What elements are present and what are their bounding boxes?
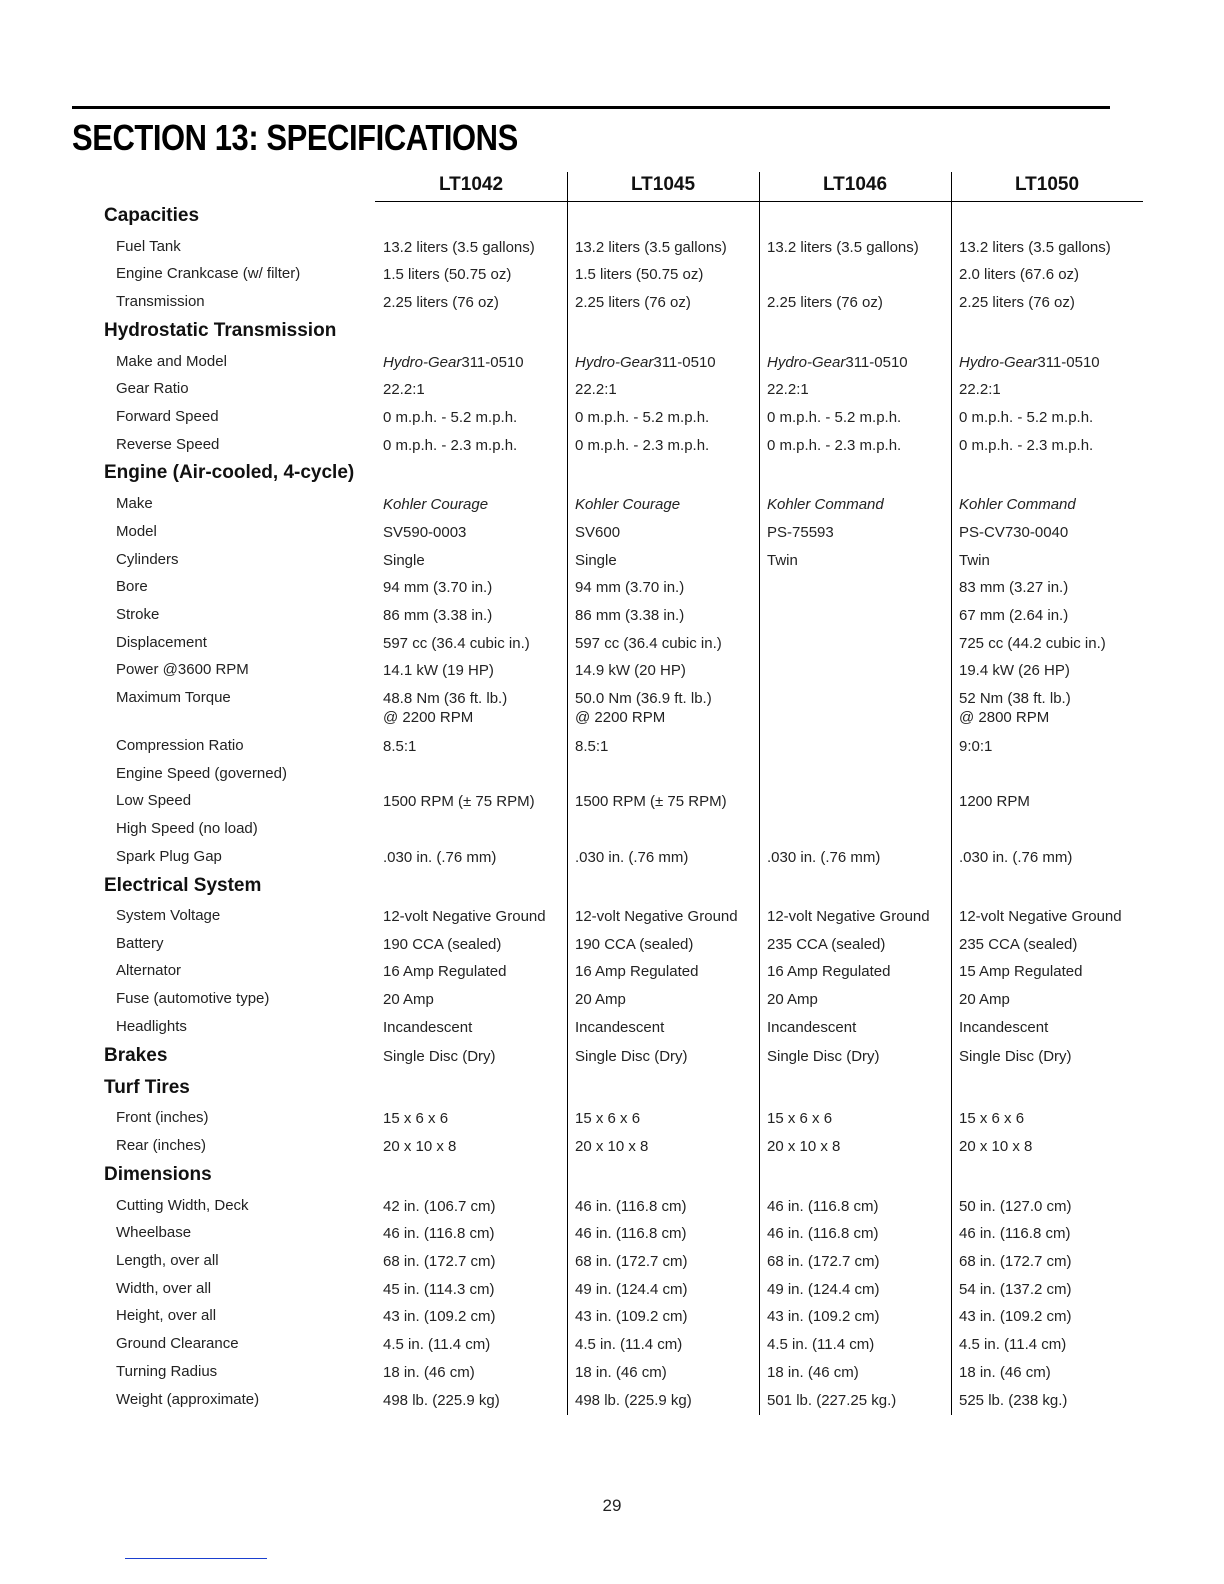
spec-value: 13.2 liters (3.5 gallons)	[575, 239, 727, 256]
spec-value: 45 in. (114.3 cm)	[383, 1281, 495, 1298]
spec-value: 1500 RPM (± 75 RPM)	[575, 793, 727, 810]
spec-value: SV590-0003	[383, 524, 467, 541]
spec-label: System Voltage	[116, 907, 221, 924]
spec-label: Height, over all	[116, 1307, 217, 1324]
spec-value	[575, 353, 716, 372]
spec-value: 20 x 10 x 8	[383, 1138, 457, 1155]
spec-label: Wheelbase	[116, 1224, 192, 1241]
spec-label: Fuel Tank	[116, 238, 181, 255]
spec-label: Transmission	[116, 293, 205, 310]
spec-label: Ground Clearance	[116, 1335, 239, 1352]
spec-label: Rear (inches)	[116, 1137, 207, 1154]
spec-value: 68 in. (172.7 cm)	[383, 1253, 496, 1270]
group-heading: Turf Tires	[104, 1077, 190, 1098]
spec-value: 46 in. (116.8 cm)	[383, 1225, 495, 1242]
column-divider	[951, 172, 952, 1415]
spec-value: 43 in. (109.2 cm)	[767, 1308, 880, 1325]
spec-value: 48.8 Nm (36 ft. lb.)	[383, 690, 508, 707]
spec-label: Gear Ratio	[116, 380, 189, 397]
spec-value: 46 in. (116.8 cm)	[767, 1198, 879, 1215]
group-heading: Dimensions	[104, 1164, 212, 1185]
spec-value: 68 in. (172.7 cm)	[575, 1253, 688, 1270]
spec-value: 2.0 liters (67.6 oz)	[959, 266, 1080, 283]
spec-value: 0 m.p.h. - 2.3 m.p.h.	[575, 437, 710, 454]
spec-value: 190 CCA (sealed)	[383, 936, 502, 953]
spec-value: 235 CCA (sealed)	[767, 936, 886, 953]
spec-label: Engine Speed (governed)	[116, 765, 287, 782]
spec-label: Fuse (automotive type)	[116, 990, 270, 1007]
spec-label: Engine Crankcase (w/ filter)	[116, 265, 301, 282]
spec-value: 2.25 liters (76 oz)	[575, 294, 691, 311]
top-rule	[72, 106, 1110, 109]
spec-value: .030 in. (.76 mm)	[575, 849, 689, 866]
spec-value: Single Disc (Dry)	[383, 1048, 496, 1065]
spec-label: Length, over all	[116, 1252, 219, 1269]
spec-value	[767, 353, 908, 372]
spec-value: 597 cc (36.4 cubic in.)	[575, 635, 722, 652]
spec-value: 20 Amp	[767, 991, 818, 1008]
spec-value: 0 m.p.h. - 2.3 m.p.h.	[383, 437, 518, 454]
spec-value: 1.5 liters (50.75 oz)	[575, 266, 704, 283]
model-header-lt1042: LT1042	[438, 174, 504, 195]
spec-value: 68 in. (172.7 cm)	[767, 1253, 880, 1270]
spec-value: 18 in. (46 cm)	[959, 1364, 1051, 1381]
column-divider	[759, 172, 760, 1415]
spec-value: 20 x 10 x 8	[575, 1138, 649, 1155]
spec-value: 597 cc (36.4 cubic in.)	[383, 635, 530, 652]
spec-value: 2.25 liters (76 oz)	[383, 294, 499, 311]
section-title: SECTION 13: SPECIFICATIONS	[72, 117, 518, 158]
model-header-lt1050: LT1050	[1014, 174, 1080, 195]
model-number: 311-0510	[1037, 354, 1100, 371]
spec-value: 13.2 liters (3.5 gallons)	[767, 239, 919, 256]
spec-value: 0 m.p.h. - 2.3 m.p.h.	[959, 437, 1094, 454]
spec-value: PS-75593	[767, 524, 834, 541]
spec-value: .030 in. (.76 mm)	[767, 849, 881, 866]
spec-value: 14.9 kW (20 HP)	[575, 662, 686, 679]
spec-value: 42 in. (106.7 cm)	[383, 1198, 496, 1215]
brand-name: Hydro-Gear	[383, 354, 462, 371]
spec-label: Stroke	[116, 606, 160, 623]
model-number: 311-0510	[653, 354, 716, 371]
brand-name: Hydro-Gear	[767, 354, 846, 371]
spec-value: Incandescent	[575, 1019, 665, 1036]
page-number: 29	[602, 1496, 622, 1515]
spec-label: Headlights	[116, 1018, 187, 1035]
spec-value: 20 x 10 x 8	[767, 1138, 841, 1155]
spec-value: 15 x 6 x 6	[959, 1110, 1025, 1127]
spec-value: 1500 RPM (± 75 RPM)	[383, 793, 535, 810]
spec-value: 19.4 kW (26 HP)	[959, 662, 1070, 679]
spec-value: 4.5 in. (11.4 cm)	[575, 1336, 683, 1353]
group-heading: Brakes	[104, 1045, 168, 1066]
spec-value: 86 mm (3.38 in.)	[575, 607, 685, 624]
spec-value: PS-CV730-0040	[959, 524, 1069, 541]
spec-value	[959, 353, 1100, 372]
spec-value: 94 mm (3.70 in.)	[383, 579, 493, 596]
spec-label: Maximum Torque	[116, 689, 231, 706]
spec-label: Width, over all	[116, 1280, 212, 1297]
spec-label: Battery	[116, 935, 164, 952]
spec-value: Incandescent	[767, 1019, 857, 1036]
spec-value: Kohler Courage	[575, 496, 681, 513]
spec-value: 94 mm (3.70 in.)	[575, 579, 685, 596]
spec-label: Weight (approximate)	[116, 1391, 260, 1408]
spec-value: .030 in. (.76 mm)	[383, 849, 497, 866]
spec-value: 4.5 in. (11.4 cm)	[959, 1336, 1067, 1353]
spec-value: 12-volt Negative Ground	[383, 908, 546, 925]
model-number: 311-0510	[845, 354, 908, 371]
spec-value	[383, 353, 524, 372]
spec-value: Kohler Command	[959, 496, 1076, 513]
spec-label: Model	[116, 523, 157, 540]
spec-value-secondary: @ 2800 RPM	[959, 709, 1050, 726]
spec-value: 20 Amp	[575, 991, 626, 1008]
spec-value: 15 Amp Regulated	[959, 963, 1083, 980]
spec-value: 0 m.p.h. - 5.2 m.p.h.	[383, 409, 518, 426]
spec-value: 18 in. (46 cm)	[767, 1364, 859, 1381]
spec-value: Single Disc (Dry)	[767, 1048, 880, 1065]
spec-value: 43 in. (109.2 cm)	[575, 1308, 688, 1325]
model-number: 311-0510	[461, 354, 524, 371]
group-heading: Hydrostatic Transmission	[104, 320, 337, 341]
spec-label: Displacement	[116, 634, 207, 651]
spec-label: Compression Ratio	[116, 737, 244, 754]
spec-value: 83 mm (3.27 in.)	[959, 579, 1069, 596]
spec-value: 16 Amp Regulated	[383, 963, 507, 980]
spec-value: 50 in. (127.0 cm)	[959, 1198, 1072, 1215]
model-header-lt1046: LT1046	[822, 174, 888, 195]
spec-label: Spark Plug Gap	[116, 848, 222, 865]
spec-value: Single	[575, 552, 617, 569]
spec-value: 13.2 liters (3.5 gallons)	[959, 239, 1111, 256]
column-divider	[567, 172, 568, 1415]
spec-value: 20 Amp	[383, 991, 434, 1008]
spec-value: 9:0:1	[959, 738, 993, 755]
spec-value: 54 in. (137.2 cm)	[959, 1281, 1072, 1298]
spec-value: 22.2:1	[383, 381, 425, 398]
spec-label: Alternator	[116, 962, 182, 979]
spec-value: Twin	[959, 552, 990, 569]
spec-value: 22.2:1	[575, 381, 617, 398]
spec-value: 12-volt Negative Ground	[575, 908, 738, 925]
spec-value: 49 in. (124.4 cm)	[767, 1281, 880, 1298]
spec-value: 20 Amp	[959, 991, 1010, 1008]
spec-value: 235 CCA (sealed)	[959, 936, 1078, 953]
spec-value: 16 Amp Regulated	[767, 963, 891, 980]
spec-value: 46 in. (116.8 cm)	[959, 1225, 1071, 1242]
spec-label: Front (inches)	[116, 1109, 209, 1126]
spec-label: High Speed (no load)	[116, 820, 258, 837]
spec-value: Twin	[767, 552, 798, 569]
spec-value: 18 in. (46 cm)	[383, 1364, 475, 1381]
spec-value: 68 in. (172.7 cm)	[959, 1253, 1072, 1270]
spec-value: 46 in. (116.8 cm)	[767, 1225, 879, 1242]
spec-value: 8.5:1	[575, 738, 609, 755]
spec-value: 525 lb. (238 kg.)	[959, 1392, 1068, 1409]
spec-value: Single Disc (Dry)	[959, 1048, 1072, 1065]
spec-value: 2.25 liters (76 oz)	[767, 294, 883, 311]
group-heading: Engine (Air-cooled, 4-cycle)	[104, 462, 355, 483]
bottom-link-underline	[125, 1558, 267, 1559]
spec-label: Cylinders	[116, 551, 179, 568]
spec-label: Power @3600 RPM	[116, 661, 249, 678]
spec-value: 49 in. (124.4 cm)	[575, 1281, 688, 1298]
spec-label: Cutting Width, Deck	[116, 1197, 249, 1214]
spec-value: 12-volt Negative Ground	[959, 908, 1122, 925]
spec-value: 15 x 6 x 6	[383, 1110, 449, 1127]
spec-value: 8.5:1	[383, 738, 417, 755]
spec-value: 1.5 liters (50.75 oz)	[383, 266, 512, 283]
spec-label: Make	[116, 495, 153, 512]
spec-value: Kohler Command	[767, 496, 884, 513]
spec-label: Make and Model	[116, 353, 227, 370]
spec-value: .030 in. (.76 mm)	[959, 849, 1073, 866]
spec-value: 22.2:1	[959, 381, 1001, 398]
spec-value: Single	[383, 552, 425, 569]
spec-value: 498 lb. (225.9 kg)	[575, 1392, 692, 1409]
spec-value: Incandescent	[383, 1019, 473, 1036]
spec-value: 498 lb. (225.9 kg)	[383, 1392, 500, 1409]
spec-value: 18 in. (46 cm)	[575, 1364, 667, 1381]
model-header-lt1045: LT1045	[630, 174, 696, 195]
spec-value: 67 mm (2.64 in.)	[959, 607, 1069, 624]
spec-value: 86 mm (3.38 in.)	[383, 607, 493, 624]
spec-value: 0 m.p.h. - 2.3 m.p.h.	[767, 437, 902, 454]
spec-value: 13.2 liters (3.5 gallons)	[383, 239, 535, 256]
spec-value: 43 in. (109.2 cm)	[959, 1308, 1072, 1325]
spec-value: 50.0 Nm (36.9 ft. lb.)	[575, 690, 712, 707]
group-heading: Electrical System	[104, 875, 262, 896]
spec-value: 15 x 6 x 6	[767, 1110, 833, 1127]
spec-value: 501 lb. (227.25 kg.)	[767, 1392, 897, 1409]
spec-value-secondary: @ 2200 RPM	[383, 709, 474, 726]
spec-value: 0 m.p.h. - 5.2 m.p.h.	[575, 409, 710, 426]
group-heading: Capacities	[104, 205, 200, 226]
spec-value: Kohler Courage	[383, 496, 489, 513]
spec-value: 4.5 in. (11.4 cm)	[767, 1336, 875, 1353]
spec-label: Low Speed	[116, 792, 192, 809]
spec-value: Incandescent	[959, 1019, 1049, 1036]
spec-value: 725 cc (44.2 cubic in.)	[959, 635, 1106, 652]
spec-value-secondary: @ 2200 RPM	[575, 709, 666, 726]
spec-value: 22.2:1	[767, 381, 809, 398]
spec-value: 16 Amp Regulated	[575, 963, 699, 980]
spec-value: 14.1 kW (19 HP)	[383, 662, 494, 679]
spec-value: 1200 RPM	[959, 793, 1030, 810]
spec-value: 0 m.p.h. - 5.2 m.p.h.	[959, 409, 1094, 426]
spec-label: Reverse Speed	[116, 436, 220, 453]
spec-value: 0 m.p.h. - 5.2 m.p.h.	[767, 409, 902, 426]
spec-label: Turning Radius	[116, 1363, 218, 1380]
spec-label: Bore	[116, 578, 148, 595]
spec-value: 52 Nm (38 ft. lb.)	[959, 690, 1071, 707]
spec-value: 12-volt Negative Ground	[767, 908, 930, 925]
spec-value: 46 in. (116.8 cm)	[575, 1225, 687, 1242]
brand-name: Hydro-Gear	[575, 354, 654, 371]
spec-value: Single Disc (Dry)	[575, 1048, 688, 1065]
spec-value: 2.25 liters (76 oz)	[959, 294, 1075, 311]
spec-label: Forward Speed	[116, 408, 219, 425]
spec-value: 190 CCA (sealed)	[575, 936, 694, 953]
spec-value: 46 in. (116.8 cm)	[575, 1198, 687, 1215]
spec-value: 20 x 10 x 8	[959, 1138, 1033, 1155]
spec-value: 43 in. (109.2 cm)	[383, 1308, 496, 1325]
brand-name: Hydro-Gear	[959, 354, 1038, 371]
spec-value: 4.5 in. (11.4 cm)	[383, 1336, 491, 1353]
spec-value: 15 x 6 x 6	[575, 1110, 641, 1127]
spec-value: SV600	[575, 524, 621, 541]
